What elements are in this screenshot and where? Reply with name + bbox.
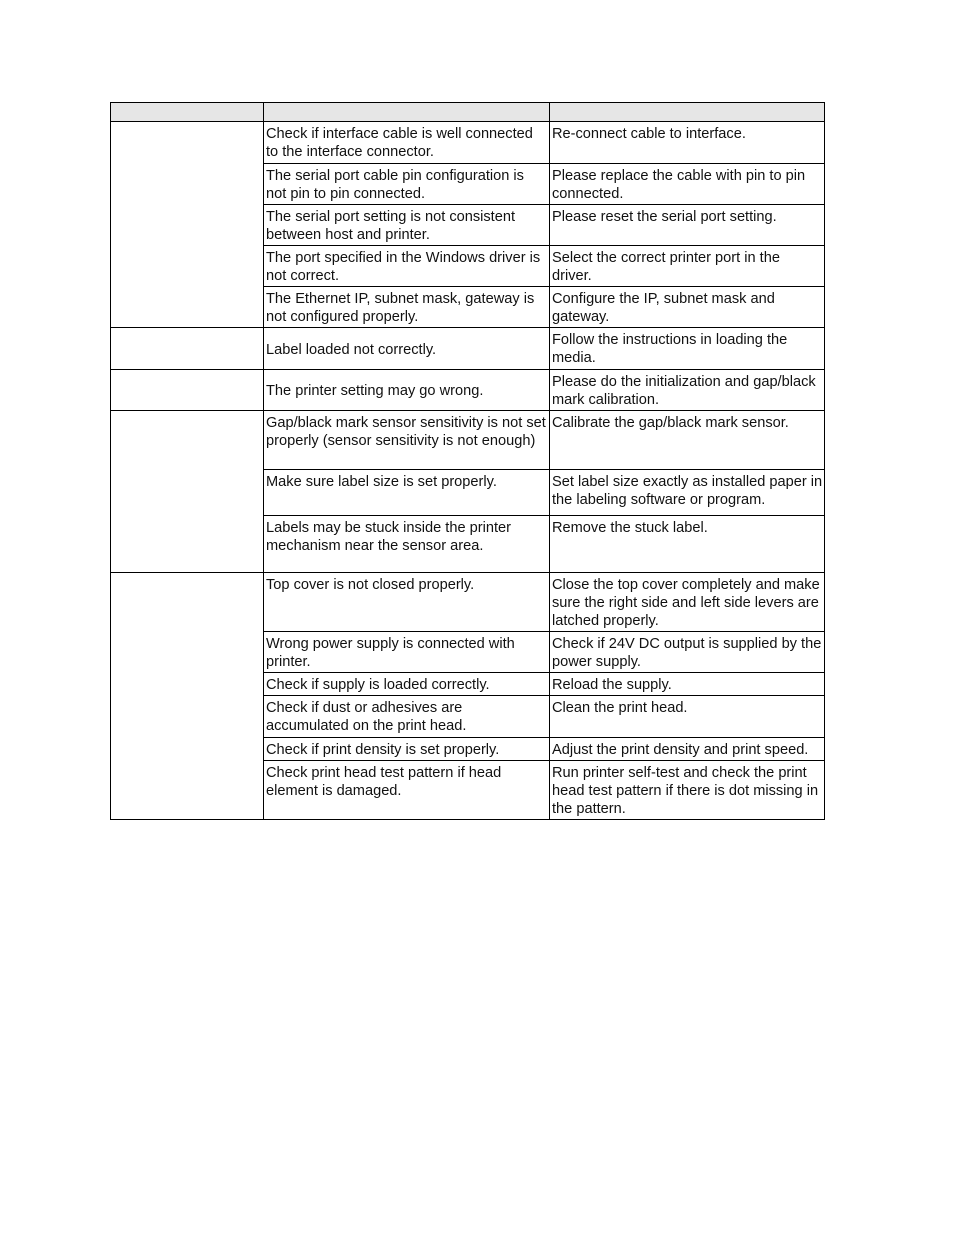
cause-cell: The printer setting may go wrong. [264, 370, 550, 411]
action-cell: Please do the initialization and gap/black mark calibration. [550, 370, 825, 411]
action-cell: Close the top cover completely and make sure the right side and left side levers are latched properly. [550, 573, 825, 632]
header-recovery-procedure [550, 103, 825, 122]
header-problem [111, 103, 264, 122]
header-possible-cause [264, 103, 550, 122]
action-cell: Clean the print head. [550, 696, 825, 738]
action-cell: Adjust the print density and print speed. [550, 738, 825, 761]
action-cell: Follow the instructions in loading the media. [550, 328, 825, 370]
action-cell: Please replace the cable with pin to pin connected. [550, 164, 825, 205]
cause-cell: Check if interface cable is well connected to the interface connector. [264, 122, 550, 164]
action-cell: Reload the supply. [550, 673, 825, 696]
cause-cell: Check print head test pattern if head element is damaged. [264, 761, 550, 820]
problem-cell [111, 122, 264, 328]
cause-cell: Labels may be stuck inside the printer mechanism near the sensor area. [264, 516, 550, 573]
table-header-row [111, 103, 825, 122]
table-row [111, 370, 825, 411]
action-cell: Calibrate the gap/black mark sensor. [550, 411, 825, 470]
cause-cell: The Ethernet IP, subnet mask, gateway is not configured properly. [264, 287, 550, 328]
problem-cell [111, 573, 264, 820]
problem-cell [111, 328, 264, 370]
cause-cell: Gap/black mark sensor sensitivity is not set properly (sensor sensitivity is not enough) [264, 411, 550, 470]
action-cell: Check if 24V DC output is supplied by the power supply. [550, 632, 825, 673]
action-cell: Run printer self-test and check the print head test pattern if there is dot missing in the pattern. [550, 761, 825, 820]
action-cell: Remove the stuck label. [550, 516, 825, 573]
table-row [111, 411, 825, 470]
cause-cell: Label loaded not correctly. [264, 328, 550, 370]
table-row [111, 573, 825, 632]
cause-cell: The serial port cable pin configuration is not pin to pin connected. [264, 164, 550, 205]
problem-cell [111, 411, 264, 573]
table-row [111, 122, 825, 164]
cause-cell: The serial port setting is not consistent between host and printer. [264, 205, 550, 246]
cause-cell: Wrong power supply is connected with printer. [264, 632, 550, 673]
table-row [111, 328, 825, 370]
action-cell: Please reset the serial port setting. [550, 205, 825, 246]
cause-cell: Make sure label size is set properly. [264, 470, 550, 516]
troubleshooting-table [110, 102, 825, 820]
action-cell: Configure the IP, subnet mask and gateway. [550, 287, 825, 328]
cause-cell: Top cover is not closed properly. [264, 573, 550, 632]
action-cell: Set label size exactly as installed paper in the labeling software or program. [550, 470, 825, 516]
cause-cell: Check if supply is loaded correctly. [264, 673, 550, 696]
problem-cell [111, 370, 264, 411]
cause-cell: The port specified in the Windows driver is not correct. [264, 246, 550, 287]
action-cell: Re-connect cable to interface. [550, 122, 825, 164]
cause-cell: Check if dust or adhesives are accumulated on the print head. [264, 696, 550, 738]
action-cell: Select the correct printer port in the driver. [550, 246, 825, 287]
cause-cell: Check if print density is set properly. [264, 738, 550, 761]
